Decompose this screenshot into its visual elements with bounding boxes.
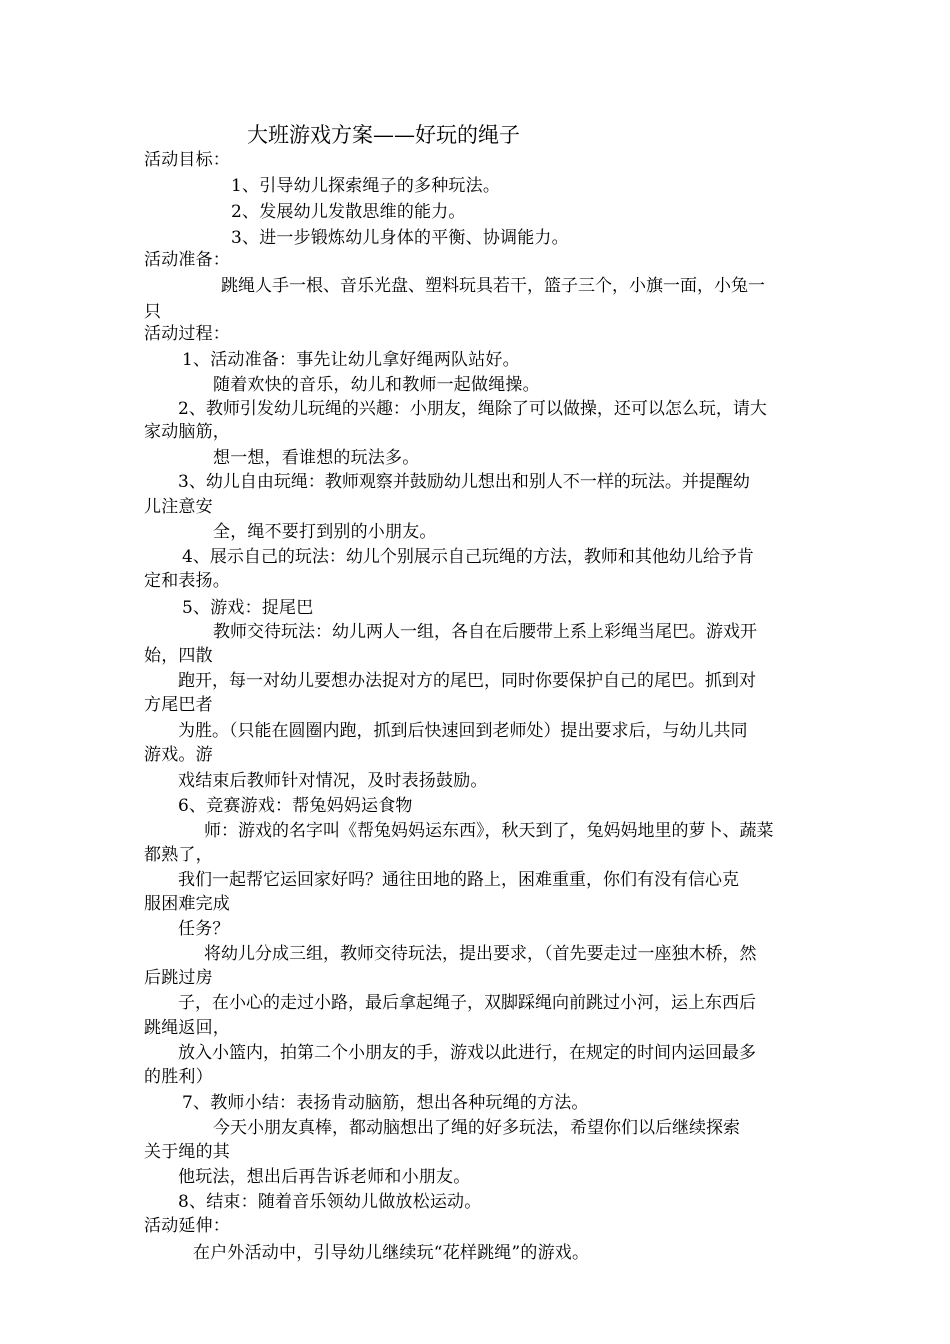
process-text: 跳绳返回， [144, 1018, 230, 1038]
process-text: 今天小朋友真棒，都动脑想出了绳的好多玩法，希望你们以后继续探索 [213, 1118, 740, 1138]
process-text: 随着欢快的音乐，幼儿和教师一起做绳操。 [213, 375, 540, 395]
extension-text: 在户外活动中，引导幼儿继续玩“花样跳绳”的游戏。 [193, 1243, 590, 1263]
process-text: 始，四散 [144, 646, 213, 666]
process-step: 2、教师引发幼儿玩绳的兴趣：小朋友，绳除了可以做操，还可以怎么玩，请大 [178, 399, 767, 419]
process-text: 戏结束后教师针对情况，及时表扬鼓励。 [178, 771, 488, 791]
process-text: 儿注意安 [144, 497, 213, 517]
process-step: 5、游戏：捉尾巴 [182, 598, 314, 618]
process-text: 将幼儿分成三组，教师交待玩法，提出要求，（首先要走过一座独木桥，然 [204, 944, 757, 964]
goal-item: 1、引导幼儿探索绳子的多种玩法。 [231, 176, 501, 196]
process-text: 想一想，看谁想的玩法多。 [213, 448, 420, 468]
process-text: 师：游戏的名字叫《帮兔妈妈运东西》，秋天到了，兔妈妈地里的萝卜、蔬菜 [204, 821, 774, 841]
process-step: 4、展示自己的玩法：幼儿个别展示自己玩绳的方法，教师和其他幼儿给予肯 [182, 547, 754, 567]
process-text: 跑开，每一对幼儿要想办法捉对方的尾巴，同时你要保护自己的尾巴。抓到对 [178, 671, 756, 691]
process-text: 游戏。游 [144, 745, 213, 765]
process-step: 7、教师小结：表扬肯动脑筋，想出各种玩绳的方法。 [182, 1093, 589, 1113]
process-step: 8、结束：随着音乐领幼儿做放松运动。 [178, 1192, 482, 1212]
process-text: 服困难完成 [144, 894, 230, 914]
process-step: 3、幼儿自由玩绳：教师观察并鼓励幼儿想出和别人不一样的玩法。并提醒幼 [178, 472, 750, 492]
document-title: 大班游戏方案——好玩的绳子 [247, 123, 520, 147]
process-text: 为胜。（只能在圆圈内跑，抓到后快速回到老师处）提出要求后，与幼儿共同 [178, 721, 748, 741]
process-text: 放入小篮内，拍第二个小朋友的手，游戏以此进行，在规定的时间内运回最多 [178, 1043, 756, 1063]
process-text: 定和表扬。 [144, 571, 230, 591]
section-heading-process: 活动过程： [144, 324, 230, 344]
process-text: 方尾巴者 [144, 695, 213, 715]
section-heading-goals: 活动目标： [144, 150, 230, 170]
process-text: 关于绳的其 [144, 1142, 230, 1162]
process-text: 后跳过房 [144, 968, 213, 988]
process-text: 的胜利） [144, 1067, 213, 1087]
process-text: 都熟了， [144, 845, 213, 865]
goal-item: 3、进一步锻炼幼儿身体的平衡、协调能力。 [231, 228, 569, 248]
process-text: 我们一起帮它运回家好吗？通往田地的路上，困难重重，你们有没有信心克 [178, 870, 739, 890]
process-text: 家动脑筋， [144, 422, 230, 442]
section-heading-preparation: 活动准备： [144, 250, 230, 270]
preparation-text: 跳绳人手一根、音乐光盘、塑料玩具若干，篮子三个，小旗一面，小兔一 [221, 276, 765, 296]
preparation-text: 只 [144, 302, 162, 322]
process-step: 6、竞赛游戏：帮兔妈妈运食物 [178, 796, 413, 816]
process-text: 教师交待玩法：幼儿两人一组，各自在后腰带上系上彩绳当尾巴。游戏开 [213, 622, 757, 642]
process-text: 全，绳不要打到别的小朋友。 [213, 522, 437, 542]
goal-item: 2、发展幼儿发散思维的能力。 [231, 202, 466, 222]
section-heading-extension: 活动延伸： [144, 1216, 230, 1236]
process-text: 他玩法，想出后再告诉老师和小朋友。 [178, 1167, 471, 1187]
process-text: 任务？ [178, 919, 230, 939]
process-text: 子，在小心的走过小路，最后拿起绳子，双脚踩绳向前跳过小河，运上东西后 [178, 993, 756, 1013]
process-step: 1、活动准备：事先让幼儿拿好绳两队站好。 [182, 350, 520, 370]
